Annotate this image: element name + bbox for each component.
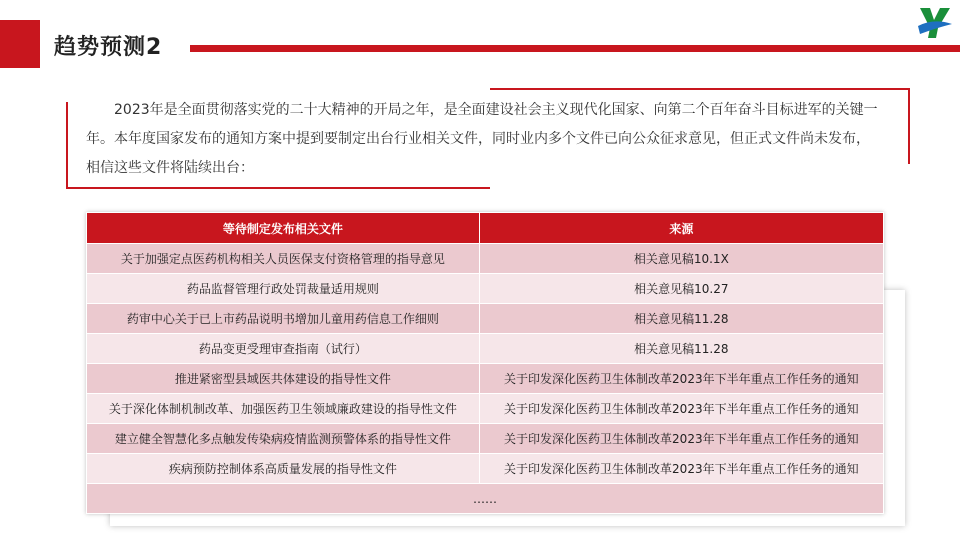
source-cell: 关于印发深化医药卫生体制改革2023年下半年重点工作任务的通知 [479,394,883,424]
source-cell: 关于印发深化医药卫生体制改革2023年下半年重点工作任务的通知 [479,364,883,394]
title-accent-block [0,20,40,68]
source-cell: 关于印发深化医药卫生体制改革2023年下半年重点工作任务的通知 [479,454,883,484]
document-cell: 关于加强定点医药机构相关人员医保支付资格管理的指导意见 [87,244,480,274]
document-cell: 建立健全智慧化多点触发传染病疫情监测预警体系的指导性文件 [87,424,480,454]
source-cell: 相关意见稿10.1X [479,244,883,274]
document-cell: 关于深化体制机制改革、加强医药卫生领域廉政建设的指导性文件 [87,394,480,424]
page-title: 趋势预测2 [54,35,163,60]
header-source: 来源 [479,213,883,244]
document-cell: 药品变更受理审查指南（试行） [87,334,480,364]
intro-frame-left [66,102,68,188]
brand-logo-icon [914,4,954,42]
table-row [87,454,884,484]
table-row [87,424,884,454]
source-cell: 相关意见稿10.27 [479,274,883,304]
intro-frame-top [490,88,910,90]
source-cell: 相关意见稿11.28 [479,334,883,364]
documents-table [86,212,884,514]
intro-frame-right [908,88,910,164]
table-row-ellipsis [87,484,884,514]
source-cell: 相关意见稿11.28 [479,304,883,334]
table-row [87,334,884,364]
header-documents: 等待制定发布相关文件 [87,213,480,244]
document-cell: 药品监督管理行政处罚裁量适用规则 [87,274,480,304]
document-cell: 药审中心关于已上市药品说明书增加儿童用药信息工作细则 [87,304,480,334]
table-row [87,364,884,394]
table-row [87,394,884,424]
intro-frame-bottom [66,187,490,189]
source-cell: 关于印发深化医药卫生体制改革2023年下半年重点工作任务的通知 [479,424,883,454]
ellipsis-cell: …… [87,484,884,514]
table-row [87,244,884,274]
document-cell: 疾病预防控制体系高质量发展的指导性文件 [87,454,480,484]
title-underline-bar [190,45,960,52]
table-row [87,274,884,304]
table-row [87,304,884,334]
document-cell: 推进紧密型县域医共体建设的指导性文件 [87,364,480,394]
table-header-row [87,213,884,244]
intro-paragraph: 2023年是全面贯彻落实党的二十大精神的开局之年，是全面建设社会主义现代化国家、向第二个百年奋斗目标进军的关键一年。本年度国家发布的通知方案中提到要制定出台行业相关文件，同时业内多个文件已向公众征求意见，但正式文件尚未发布，相信这些文件将陆续出台： [86,102,878,176]
